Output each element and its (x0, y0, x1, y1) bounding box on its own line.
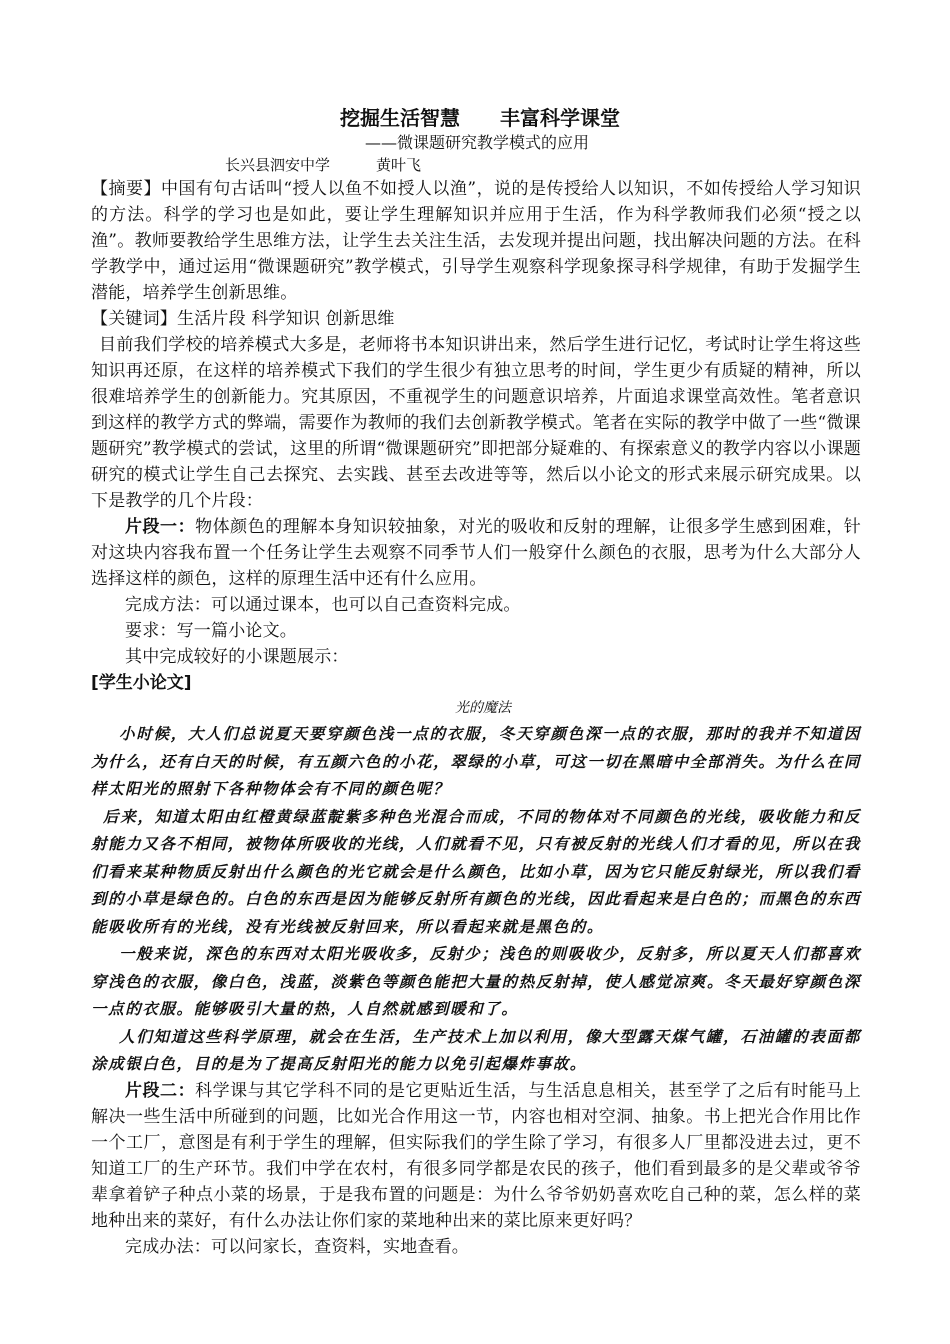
intro-paragraph: 目前我们学校的培养模式大多是，老师将书本知识讲出来，然后学生进行记忆，考试时让学生将这些知识再还原，在这样的培养模式下我们的学生很少有独立思考的时间，学生更少有质疑的精神，所以很难培养学生的创新能力。究其原因，不重视学生的问题意识培养，片面追求课堂高效性。笔者意识到这样的教学方式的弊端，需要作为教师的我们去创新教学模式。笔者在实际的教学中做了一些“微课题研究”教学模式的尝试，这里的所谓“微课题研究”即把部分疑难的、有探索意义的教学内容以小课题研究的模式让学生自己去探究、去实践、甚至去改进等等，然后以小论文的形式来展示研究成果。以下是教学的几个片段： (91, 335, 861, 511)
document-subtitle: ——微课题研究教学模式的应用 (365, 133, 590, 152)
segment-1-requirement: 要求：写一篇小论文。 (125, 621, 297, 641)
abstract-paragraph: 【摘要】中国有句古话叫“授人以鱼不如授人以渔”，说的是传授给人以知识，不如传授给人学习知识的方法。科学的学习也是如此，要让学生理解知识并应用于生活，作为科学教师我们必须“授之以渔”。教师要教给学生思维方法，让学生去关注生活，去发现并提出问题，找出解决问题的方法。在科学教学中，通过运用“微课题研究”教学模式，引导学生观察科学现象探寻科学规律，有助于发掘学生潜能，培养学生创新思维。 (91, 179, 861, 303)
essay-paragraph-3: 一般来说，深色的东西对太阳光吸收多，反射少；浅色的则吸收少，反射多，所以夏天人们都喜欢穿浅色的衣服，像白色，浅蓝，淡紫色等颜色能把大量的热反射掉，使人感觉凉爽。冬天最好穿颜色深一点的衣服。能够吸引大量的热，人自然就感到暖和了。 (91, 944, 861, 1018)
document-title (99, 104, 861, 132)
segment-2-label: 片段二： (125, 1080, 196, 1101)
segment-2-method: 完成办法：可以问家长，查资料，实地查看。 (125, 1236, 469, 1257)
document-page (91, 104, 861, 1260)
segment-1-paragraph (91, 514, 861, 592)
essay-heading: [学生小论文] (91, 673, 192, 693)
segment-1-text: 物体颜色的理解本身知识较抽象，对光的吸收和反射的理解，让很多学生感到困难，针对这块内容我布置一个任务让学生去观察不同季节人们一般穿什么颜色的衣服，思考为什么大部分人选择这样的颜色，这样的原理生活中还有什么应用。 (91, 517, 861, 589)
author-line (91, 154, 861, 176)
essay-paragraph-4: 人们知道这些科学原理，就会在生活，生产技术上加以利用，像大型露天煤气罐，石油罐的表面都涂成银白色，目的是为了提高反射阳光的能力以免引起爆炸事故。 (91, 1026, 861, 1073)
title-part-2: 丰富科学课堂 (500, 106, 620, 130)
segment-1-showcase: 其中完成较好的小课题展示： (125, 647, 349, 667)
author-name: 黄叶飞 (376, 156, 422, 174)
segment-1-method: 完成方法：可以通过课本，也可以自己查资料完成。 (125, 595, 521, 615)
segment-2-text: 科学课与其它学科不同的是它更贴近生活，与生活息息相关，甚至学了之后有时能马上解决一些生活中所碰到的问题，比如光合作用这一节，内容也相对空洞、抽象。书上把光合作用比作一个工厂，意图是有利于学生的理解，但实际我们的学生除了学习，有很多人厂里都没进去过，更不知道工厂的生产环节。我们中学在农村，有很多同学都是农民的孩子，他们看到最多的是父辈或爷爷辈拿着铲子种点小菜的场景，于是我布置的问题是：为什么爷爷奶奶喜欢吃自己种的菜，怎么样的菜地种出来的菜好，有什么办法让你们家的菜地种出来的菜比原来更好吗？ (91, 1080, 861, 1231)
student-essay (91, 696, 861, 1078)
school-name: 长兴县泗安中学 (225, 156, 331, 174)
essay-paragraph-1: 小时候，大人们总说夏天要穿颜色浅一点的衣服，冬天穿颜色深一点的衣服，那时的我并不知道因为什么，还有白天的时候，有五颜六色的小花，翠绿的小草，可这一切在黑暗中全部消失。为什么在同样太阳光的照射下各种物体会有不同的颜色呢？ (91, 724, 861, 798)
essay-paragraph-2: 后来，知道太阳由红橙黄绿蓝靛紫多种色光混合而成，不同的物体对不同颜色的光线，吸收能力和反射能力又各不相同，被物体所吸收的光线，人们就看不见，只有被反射的光线人们才看的见，所以在我们看来某种物质反射出什么颜色的光它就会是什么颜色，比如小草，因为它只能反射绿光，所以我们看到的小草是绿色的。白色的东西是因为能够反射所有颜色的光线，因此看起来是白色的；而黑色的东西能吸收所有的光线，没有光线被反射回来，所以看起来就是黑色的。 (91, 806, 861, 936)
keywords-line: 【关键词】生活片段 科学知识 创新思维 (91, 309, 395, 329)
title-part-1: 挖掘生活智慧 (340, 106, 460, 130)
essay-title: 光的魔法 (455, 700, 511, 716)
segment-2-paragraph (91, 1078, 861, 1234)
segment-1-label: 片段一： (125, 517, 196, 537)
